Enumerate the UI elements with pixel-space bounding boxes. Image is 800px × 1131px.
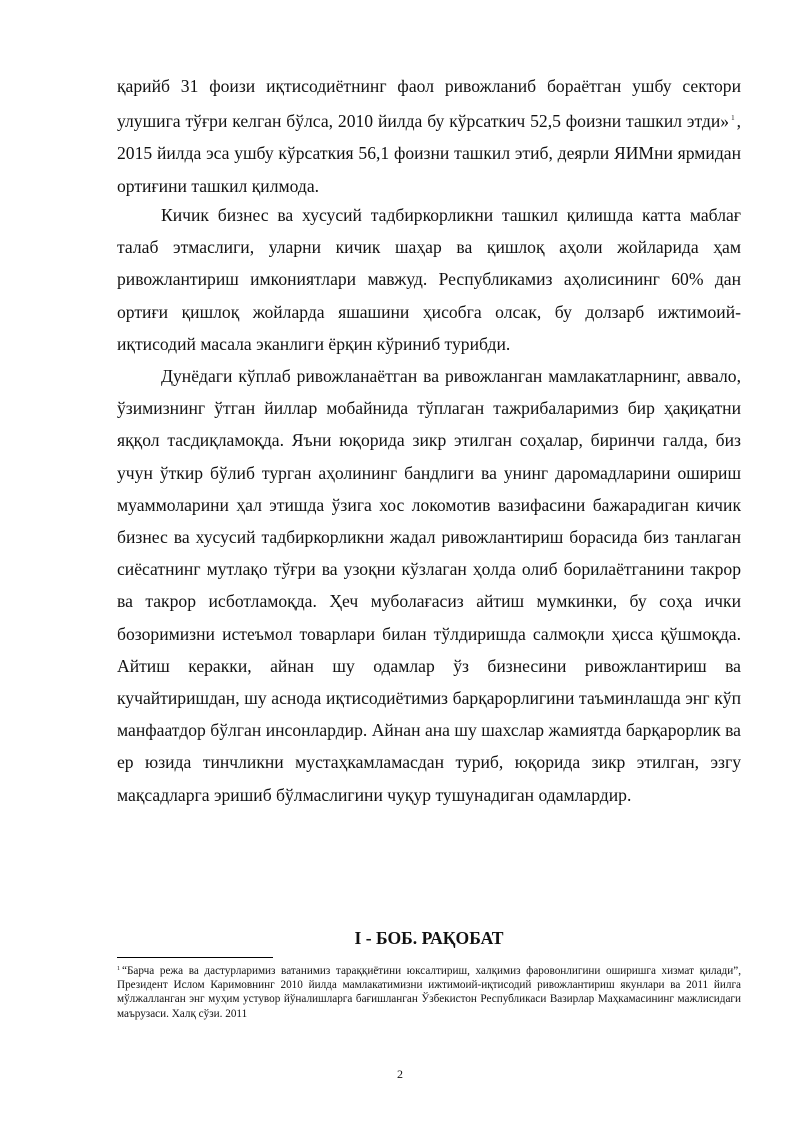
paragraph-3-text: Дунёдаги кўплаб ривожланаётган ва ривожланган мамлакатларнинг, аввало, ўзимизнинг ўтган йиллар мобайнида тўплаган тажрибаларимиз бир ҳақиқатни яққол тасдиқламоқда. Яъни юқорида зикр этилган соҳалар, биринчи галда, биз учун ўткир бўлиб турган аҳолининг бандлиги ва унинг даромадларини ошириш муаммоларини ҳал этишда ўзига хос локомотив вазифасини бажарадиган кичик бизнес ва хусусий тадбиркорликни жадал ривожлантириш борасида биз танлаган сиёсатнинг мутлақо тўғри ва узоқни кўзлаган ҳолда олиб борилаётганини такрор ва такрор исботламоқда. Ҳеч муболағасиз айтиш мумкинки, бу соҳа ички бозоримизни истеъмол товарлари билан тўлдиришда салмоқли ҳисса қўшмоқда. Айтиш керакки, айнан шу одамлар ўз бизнесини ривожлантириш ва кучайтиришдан, шу аснода иқтисодиётимиз барқарорлигини таъминлашда энг кўп манфаатдор бўлган инсонлардир. Айнан ана шу шахслар жамиятда барқарорлик ва ер юзида тинчликни мустаҳкамламасдан туриб, юқорида зикр этилган, эзгу мақсадларга эришиб бўлмаслигини чуқур тушунадиган одамлардир.: [117, 366, 741, 805]
body-paragraph-2: [117, 199, 741, 360]
paragraph-2-text: Кичик бизнес ва хусусий тадбиркорликни ташкил қилишда катта маблағ талаб этмаслиги, уларни кичик шаҳар ва қишлоқ аҳоли жойларида ҳам ривожлантириш имкониятлари мавжуд. Республикамиз аҳолисининг 60% дан ортиғи қишлоқ жойларда яшашини ҳисобга олсак, бу долзарб ижтимоий-иқтисодий масала эканлиги ёрқин кўриниб турибди.: [117, 205, 741, 354]
footnote: [117, 962, 741, 1021]
body-paragraph-1: [117, 70, 741, 202]
paragraph-1-text-start: қарийб 31 фоизи иқтисодиётнинг фаол ривожланиб бораётган ушбу сектори улушига тўғри келган бўлса, 2010 йилда бу кўрсаткич 52,5 фоизни ташкил этди»: [117, 76, 741, 132]
footnote-text: “Барча режа ва дастурларимиз ватанимиз тараққиётини юксалтириш, халқимиз фаровонлигини оширишга хизмат қилади”, Президент Ислом Каримовнинг 2010 йилда мамлакатимизни ижтимоий-иқтисодий ривожлантириш якунлари ва 2011 йилга мўлжалланган энг муҳим устувор йўналишларга бағишланган Ўзбекистон Республикаси Вазирлар Маҳкамасининг мажлисидаги маърузаси. Халқ сўзи. 2011: [117, 965, 741, 1020]
footnote-marker: 1: [117, 966, 120, 972]
chapter-title: I - БОБ. РАҚОБАТ: [354, 928, 504, 948]
page-number: 2: [397, 1067, 403, 1081]
footnote-separator: [117, 957, 273, 958]
paragraph-1-text-end: , 2015 йилда эса ушбу кўрсаткия 56,1 фоизни ташкил этиб, деярли ЯИМни ярмидан ортиғини ташкил қилмода.: [117, 111, 741, 196]
body-paragraph-3: [117, 360, 741, 811]
footnote-reference: 1: [731, 114, 735, 123]
